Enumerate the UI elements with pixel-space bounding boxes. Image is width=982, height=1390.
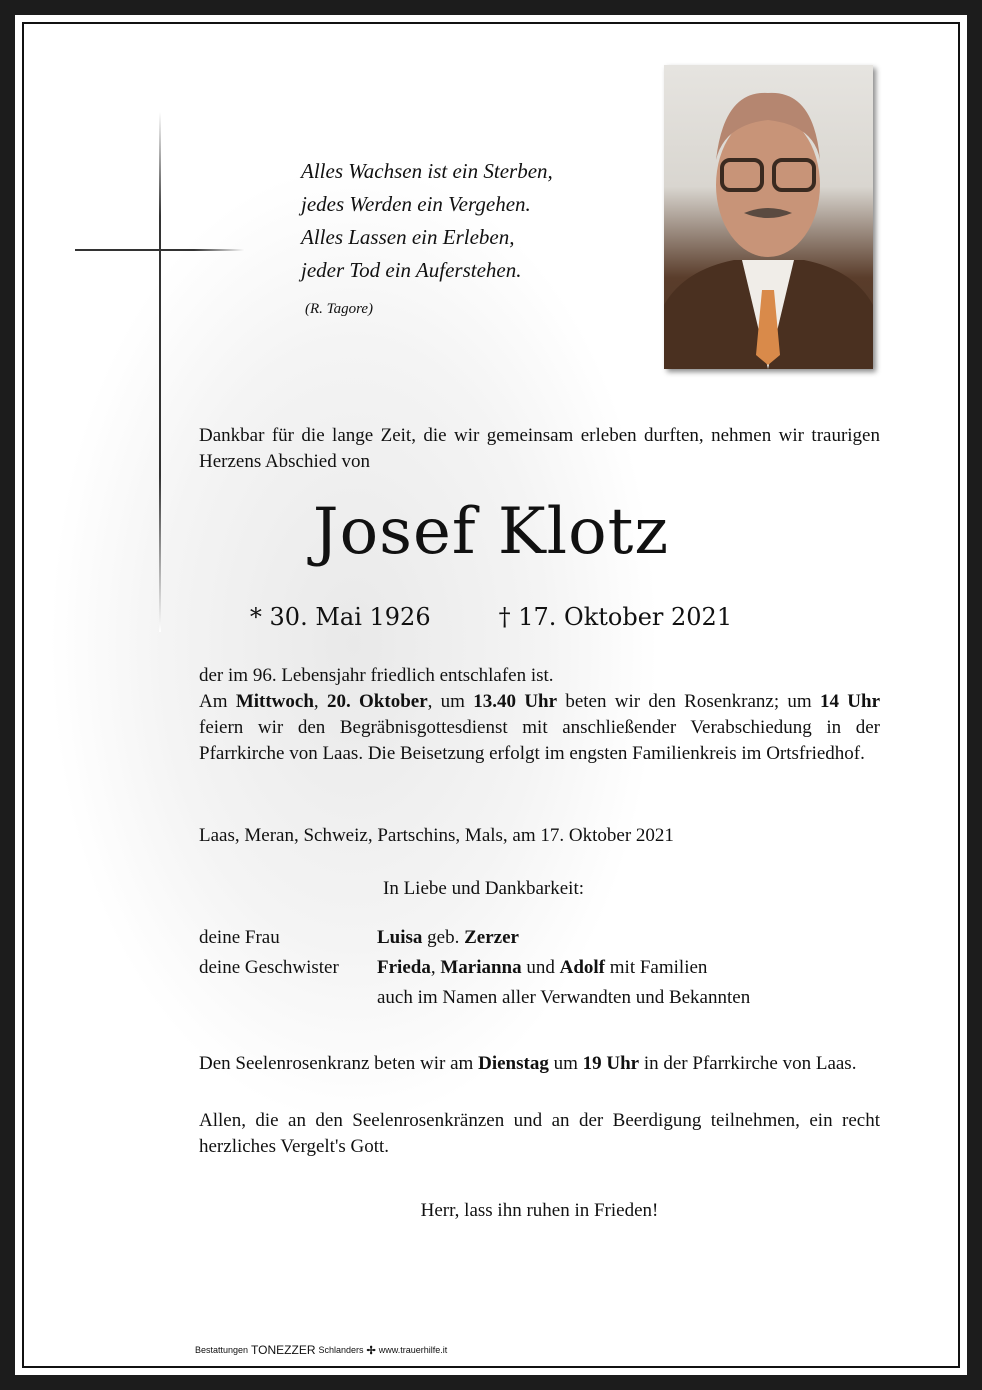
obituary-page bbox=[15, 15, 967, 1375]
poem-line: Alles Lassen ein Erleben, bbox=[301, 225, 515, 249]
family-members: Luisa geb. Zerzer bbox=[377, 927, 519, 948]
family-label: deine Geschwister bbox=[199, 957, 339, 978]
family-members: Frieda, Marianna und Adolf mit Familien bbox=[377, 957, 708, 978]
funeral-details: Am Mittwoch, 20. Oktober, um 13.40 Uhr beten wir den Rosenkranz; um 14 Uhr feiern wir den Begräbnisgottesdienst mit anschließender Verabschiedung in der Pfarrkirche von Laas. Die Beisetzung erfolgt im engsten Familienkreis im Ortsfriedhof. bbox=[199, 691, 881, 764]
deceased-name: Josef Klotz bbox=[312, 495, 670, 569]
prayer-line: Herr, lass ihn ruhen in Frieden! bbox=[420, 1200, 659, 1221]
place-date: Laas, Meran, Schweiz, Partschins, Mals, am 17. Oktober 2021 bbox=[199, 825, 674, 846]
family-list bbox=[199, 923, 750, 1013]
trauerhilfe-logo-icon: ✢ bbox=[366, 1344, 376, 1357]
relatives-line: auch im Namen aller Verwandten und Bekannten bbox=[377, 987, 751, 1008]
love-line: In Liebe und Dankbarkeit: bbox=[383, 878, 585, 899]
footer-prefix: Bestattungen bbox=[195, 1345, 249, 1355]
footer-link[interactable]: www.trauerhilfe.it bbox=[378, 1345, 448, 1355]
intro-text: Dankbar für die lange Zeit, die wir gemeinsam erleben durften, nehmen wir traurigen Herzens Abschied von bbox=[199, 425, 880, 472]
poem-line: Alles Wachsen ist ein Sterben, bbox=[301, 159, 553, 183]
death-date: † 17. Oktober 2021 bbox=[498, 603, 733, 631]
footer-town: Schlanders bbox=[318, 1345, 364, 1355]
poem bbox=[301, 155, 553, 326]
poem-source: (R. Tagore) bbox=[305, 301, 374, 317]
footer-brand: TONEZZER bbox=[251, 1343, 316, 1357]
family-label: deine Frau bbox=[199, 927, 280, 948]
footer bbox=[195, 1343, 447, 1357]
rosary-info: Den Seelenrosenkranz beten wir am Dienstag um 19 Uhr in der Pfarrkirche von Laas. bbox=[199, 1053, 857, 1074]
portrait-photo bbox=[664, 65, 873, 369]
birth-date: * 30. Mai 1926 bbox=[249, 603, 431, 631]
cross-bar bbox=[75, 249, 245, 251]
poem-line: jedes Werden ein Vergehen. bbox=[301, 192, 531, 216]
life-dates bbox=[15, 603, 967, 631]
poem-line: jeder Tod ein Auferstehen. bbox=[301, 258, 522, 282]
thanks-text: Allen, die an den Seelenrosenkränzen und an der Beerdigung teilnehmen, ein recht herzliches Vergelt's Gott. bbox=[199, 1110, 880, 1157]
death-text: der im 96. Lebensjahr friedlich entschlafen ist. bbox=[199, 665, 554, 686]
